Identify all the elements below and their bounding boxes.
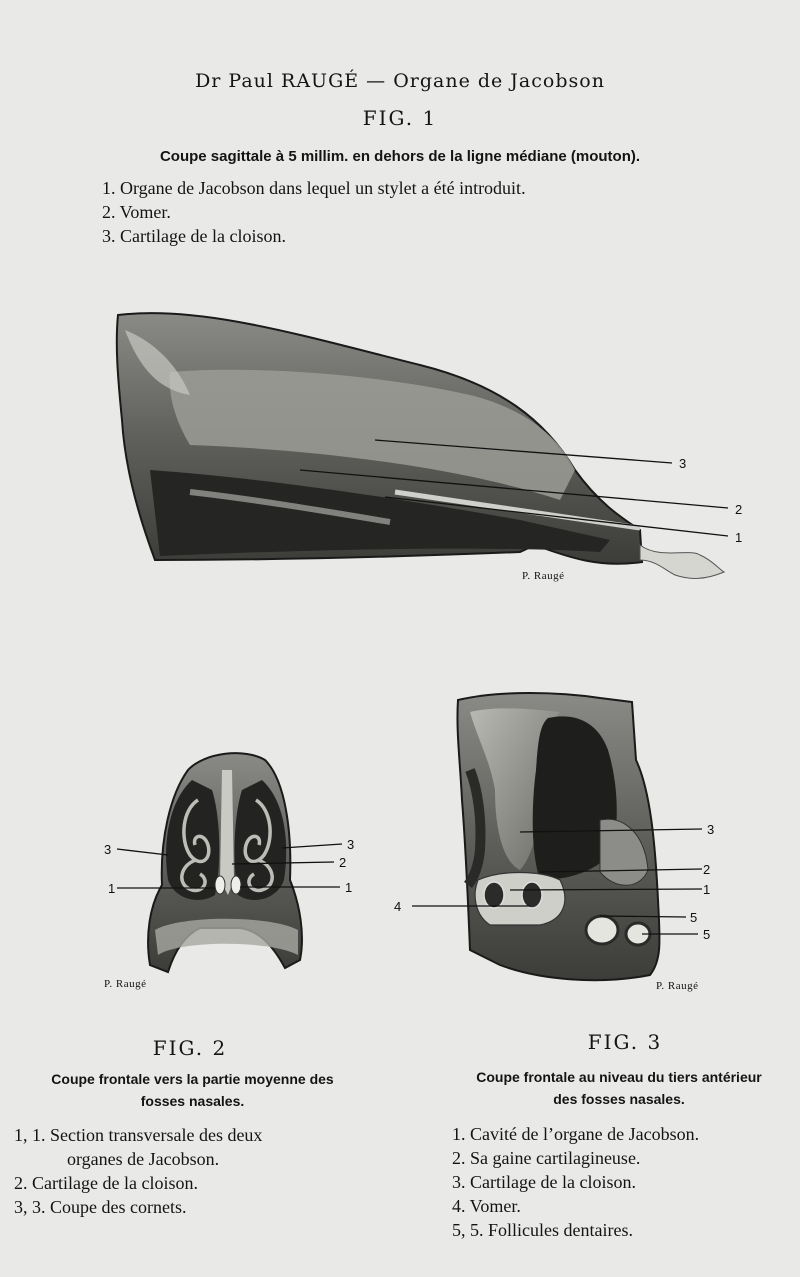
fig3-caption-line: Coupe frontale au niveau du tiers antérieur: [476, 1069, 762, 1085]
fig2-callout-3-right: 3: [347, 837, 355, 852]
fig3-credit: P. Raugé: [656, 980, 699, 992]
fig2-caption: [10, 1068, 375, 1112]
fig2-caption-line: Coupe frontale vers la partie moyenne des: [51, 1071, 334, 1087]
fig1-legend-item: 2. Vomer.: [102, 202, 171, 222]
fig3-legend: [452, 1122, 699, 1242]
fig2-legend: [14, 1123, 262, 1219]
fig3-legend-item: 2. Sa gaine cartilagineuse.: [452, 1148, 641, 1168]
fig3-legend-item: 5, 5. Follicules dentaires.: [452, 1220, 633, 1240]
fig2-legend-item: 2. Cartilage de la cloison.: [14, 1173, 198, 1193]
fig2-legend-item: 3, 3. Coupe des cornets.: [14, 1197, 187, 1217]
fig3-callout-3: 3: [707, 822, 715, 837]
fig2-callout-1-left: 1: [108, 881, 116, 896]
fig1-label: FIG. 1: [362, 106, 438, 130]
fig3-label: FIG. 3: [587, 1030, 663, 1054]
fig1-legend-item: 1. Organe de Jacobson dans lequel un stylet a été introduit.: [102, 178, 526, 198]
fig3-callout-1: 1: [703, 882, 711, 897]
fig1-callout-1: 1: [735, 530, 743, 545]
fig2-callout-2-right: 2: [339, 855, 347, 870]
fig1-specimen-image: [117, 313, 724, 578]
fig3-callout-4: 4: [394, 899, 402, 914]
fig3-specimen-image: [457, 693, 659, 980]
fig3-caption: [438, 1066, 800, 1110]
fig3-callout-5b: 5: [703, 927, 711, 942]
fig3-legend-item: 1. Cavité de l’organe de Jacobson.: [452, 1124, 700, 1144]
fig2-legend-item: organes de Jacobson.: [67, 1149, 220, 1169]
fig2-caption-line: fosses nasales.: [140, 1093, 245, 1109]
fig3-callout-2: 2: [703, 862, 711, 877]
fig1-legend-item: 3. Cartilage de la cloison.: [102, 226, 286, 246]
plate-header: Dr Paul RAUGÉ — Organe de Jacobson: [195, 70, 605, 92]
fig3-legend-item: 4. Vomer.: [452, 1196, 521, 1216]
fig3-caption-line: des fosses nasales.: [553, 1091, 685, 1107]
fig2-label: FIG. 2: [152, 1036, 228, 1060]
fig2-callout-3-left: 3: [104, 842, 112, 857]
fig3-callout-5a: 5: [690, 910, 698, 925]
fig1-credit: P. Raugé: [522, 570, 565, 582]
fig2-callout-1-right: 1: [345, 880, 353, 895]
fig3-legend-item: 3. Cartilage de la cloison.: [452, 1172, 636, 1192]
fig2-legend-item: 1, 1. Section transversale des deux: [14, 1125, 263, 1145]
fig1-callout-2: 2: [735, 502, 743, 517]
fig1-callout-3: 3: [679, 456, 687, 471]
fig1-caption: Coupe sagittale à 5 millim. en dehors de la ligne médiane (mouton).: [159, 148, 641, 165]
fig2-credit: P. Raugé: [104, 978, 147, 990]
